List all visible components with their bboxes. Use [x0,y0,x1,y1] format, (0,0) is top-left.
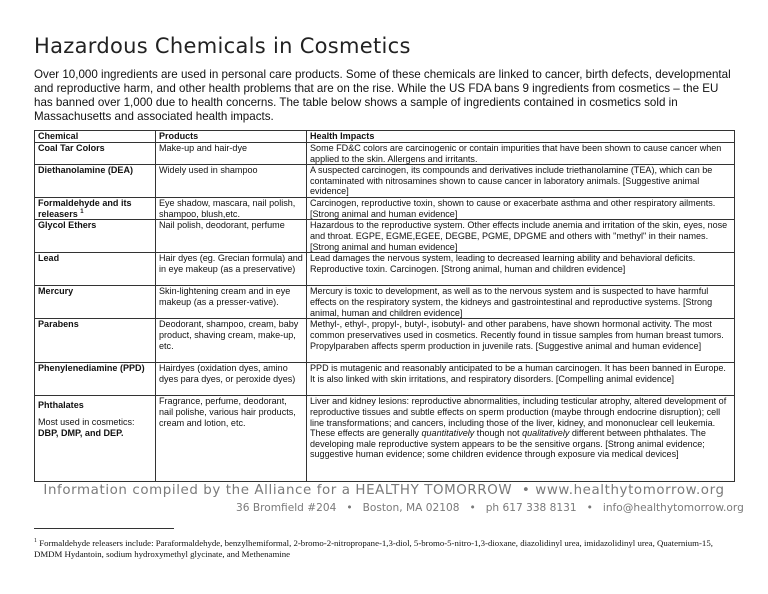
impacts-cell: Some FD&C colors are carcinogenic or contain impurities that have been shown to cause cancer when applied to the skin. Allergens and irritants. [307,143,735,165]
footer-tagline: Information compiled by the Alliance for a HEALTHY TOMORROW • www.healthytomorrow.org [43,483,725,498]
products-cell: Skin-lightening cream and in eye makeup (as a presser-vative). [156,286,307,319]
footer-city: Boston, MA 02108 [362,502,460,514]
impacts-cell: A suspected carcinogen, its compounds and derivatives include triethanolamine (TEA), which can be contaminated with nitrosamines shown to cause cancer in laboratory animals. [Suggestive animal evidence] [307,165,735,198]
footnote [34,538,734,560]
footnote-ref: 1 [80,208,84,215]
footer-address: 36 Bromfield #204 [236,502,337,514]
chemical-cell: Glycol Ethers [35,220,156,253]
chemical-cell: Parabens [35,319,156,363]
products-cell: Fragrance, perfume, deodorant, nail polishe, various hair products, cream and lotion, etc. [156,396,307,482]
products-cell: Widely used in shampoo [156,165,307,198]
products-cell: Hair dyes (eg. Grecian formula) and in eye makeup (as a preservative) [156,253,307,286]
table-row [35,165,735,198]
chemicals-table [34,130,735,482]
footer-contact [236,502,744,514]
chemical-list: DBP, DMP, and DEP. [38,427,124,438]
footnote-marker: 1 [34,538,37,545]
impacts-cell: Mercury is toxic to development, as well as to the nervous system and is suspected to have harmful effects on the respiratory system, the kidneys and gastrointestinal and reproductive systems. [Strong animal, human and children evidence] [307,286,735,319]
products-cell: Deodorant, shampoo, cream, baby product, shaving cream, make-up, etc. [156,319,307,363]
table-header-row [35,131,735,143]
impacts-cell: Carcinogen, reproductive toxin, shown to cause or exacerbate asthma and other respiratory ailments. [Strong animal and human evidence] [307,198,735,220]
impacts-cell [307,396,735,482]
page-title: Hazardous Chemicals in Cosmetics [34,34,411,58]
footer-email: info@healthytomorrow.org [602,502,744,514]
table-row [35,286,735,319]
table-row [35,363,735,396]
impacts-cell: Lead damages the nervous system, leading to decreased learning ability and behavioral deficits. Reproductive toxin. Carcinogen. [Strong animal, human and children evidence] [307,253,735,286]
chemical-cell: Coal Tar Colors [35,143,156,165]
products-cell: Nail polish, deodorant, perfume [156,220,307,253]
chemical-cell: Mercury [35,286,156,319]
impacts-text-c: different between phthalates. The developing male reproductive system appears to be the sensitive organs. [Strong animal evidence; suggestive human evidence; some children evidence through exposure via medical devices] [310,428,706,460]
impacts-cell: Hazardous to the reproductive system. Other effects include anemia and irritation of the skin, eyes, nose and throat. EGPE, EGME,EGEE, DEGBE, PGME, DPGME and others with "methyl" in their names. [Strong animal and human evidence] [307,220,735,253]
table-row [35,220,735,253]
chemical-cell [35,198,156,220]
products-cell: Make-up and hair-dye [156,143,307,165]
impacts-emphasis-1: quantitatively [421,428,475,439]
footnote-text: Formaldehyde releasers include: Paraformaldehyde, benzylhemiformal, 2-bromo-2-nitropropane-1,3-diol, 5-bromo-5-nitro-1,3-dioxane, diazolidinyl urea, imidazolidinyl urea, Quaternium-15, DMDM Hydantoin, sodium hydroxymethyl glycinate, and Methenamine [34,538,713,559]
footer-phone: ph 617 338 8131 [485,502,577,514]
separator-dot: • [586,502,593,514]
chemical-cell: Diethanolamine (DEA) [35,165,156,198]
table-row [35,198,735,220]
chemical-cell: Lead [35,253,156,286]
table-row [35,253,735,286]
impacts-cell: PPD is mutagenic and reasonably anticipated to be a human carcinogen. It has been banned in Europe. It is also linked with skin irritations, and respiratory disorders. [Compelling animal evidence] [307,363,735,396]
products-cell: Hairdyes (oxidation dyes, amino dyes para dyes, or peroxide dyes) [156,363,307,396]
footnote-divider [34,528,174,529]
chemical-name: Phthalates [38,400,84,411]
chemical-note: Most used in cosmetics: [38,416,135,427]
header-chemical: Chemical [35,131,156,143]
chemical-name: Formaldehyde and its releasers [38,198,132,219]
header-health-impacts: Health Impacts [307,131,735,143]
separator-dot: • [469,502,476,514]
intro-paragraph: Over 10,000 ingredients are used in personal care products. Some of these chemicals are linked to cancer, birth defects, developmental and reproductive harm, and other health problems that are on the rise. While the US FDA bans 9 ingredients from cosmetics – the EU has banned over 1,000 due to health concerns. The table below shows a sample of ingredients contained in cosmetics sold in Massachusetts and associated health impacts. [34,68,731,123]
products-cell: Eye shadow, mascara, nail polish, shampoo, blush,etc. [156,198,307,220]
table-row [35,396,735,482]
impacts-text-b: though not [474,428,523,439]
impacts-cell: Methyl-, ethyl-, propyl-, butyl-, isobutyl- and other parabens, have shown hormonal activity. The most common preservatives used in cosmetics. Recently found in tissue samples from human breast tumors. Propylparaben affects sperm production in juvenile rats. [Suggestive animal and human evidence] [307,319,735,363]
separator-dot: • [346,502,353,514]
chemical-cell: Phenylenediamine (PPD) [35,363,156,396]
chemical-cell [35,396,156,482]
table-row [35,143,735,165]
impacts-emphasis-2: qualitatively [522,428,570,439]
header-products: Products [156,131,307,143]
impacts-text-a: Liver and kidney lesions: reproductive abnormalities, including testicular atrophy, altered development of reproductive tissues and subtle effects on sperm production (maybe through endocrine disruption); cell line transformations; and cancers, including those of the liver, kidney, and mononuclear cell leukemia. These effects are generally [310,396,727,439]
table-row [35,319,735,363]
